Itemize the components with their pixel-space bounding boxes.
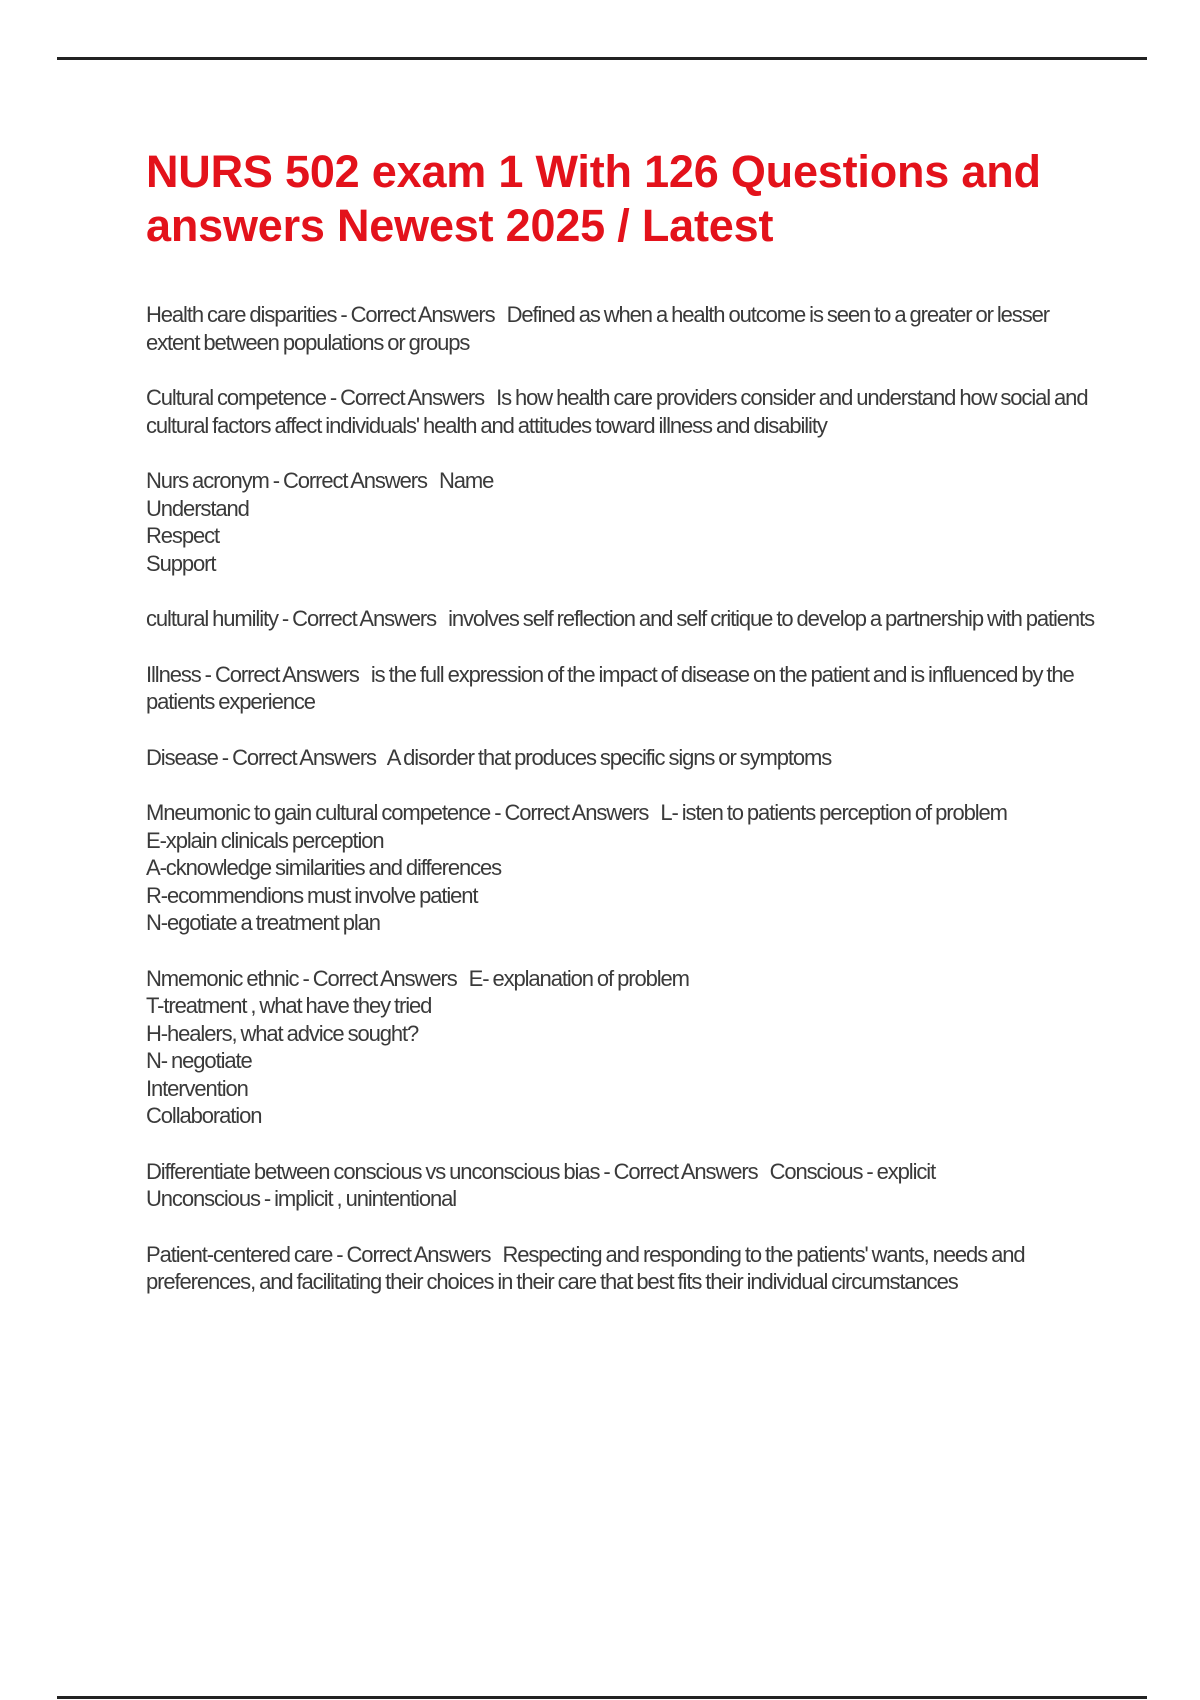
answer-text: Name — [438, 468, 494, 493]
separator: - — [277, 606, 293, 631]
answer-line: R-ecommendions must involve patient — [146, 882, 478, 908]
question-text: Nurs acronym — [146, 468, 269, 493]
separator — [457, 966, 469, 991]
qa-list — [146, 301, 1106, 1296]
answer-line: Respect — [146, 523, 220, 548]
top-rule — [57, 57, 1147, 60]
answer-text: Conscious - explicit — [769, 1158, 936, 1184]
answer-text: L- isten to patients perception of problem — [660, 800, 1007, 825]
qa-first-line — [146, 384, 1106, 439]
answer-line: E-xplain clinicals perception — [146, 827, 384, 853]
answer-line: H-healers, what advice sought? — [146, 1020, 419, 1046]
qa-first-line — [146, 605, 1106, 633]
separator: - — [599, 1158, 614, 1184]
question-text: Nmemonic ethnic — [146, 965, 299, 991]
answer-label: Correct Answers — [214, 661, 359, 687]
answer-text: Defined as when a health outcome is seen to a greater or lesser extent between populations or groups — [146, 302, 1049, 355]
answer-line: Support — [146, 550, 216, 576]
qa-first-line — [146, 965, 1106, 993]
qa-first-line — [146, 744, 1106, 772]
answer-text: A disorder that produces specific signs or symptoms — [386, 744, 832, 770]
question-text: Health care disparities — [146, 302, 337, 327]
answer-label: Correct Answers — [292, 606, 437, 631]
separator — [484, 385, 496, 410]
qa-first-line — [146, 661, 1106, 716]
answer-label: Correct Answers — [346, 1241, 491, 1267]
separator — [758, 1159, 770, 1184]
qa-first-line — [146, 301, 1106, 356]
separator — [436, 606, 448, 631]
answer-label: Correct Answers — [232, 744, 376, 770]
answer-label: Correct Answers — [504, 800, 649, 825]
separator: - — [325, 385, 341, 410]
qa-first-line — [146, 799, 1106, 827]
answer-line: N- negotiate — [146, 1048, 252, 1073]
qa-item — [146, 467, 1106, 577]
question-text: Mneumonic to gain cultural competence — [146, 800, 491, 825]
qa-item — [146, 605, 1106, 633]
question-text: Cultural competence — [146, 385, 326, 410]
question-text: cultural humility — [146, 606, 278, 631]
answer-label: Correct Answers — [312, 965, 457, 991]
separator: - — [490, 800, 505, 825]
answer-line: Understand — [146, 495, 249, 521]
qa-item — [146, 1241, 1106, 1296]
qa-item — [146, 799, 1106, 937]
question-text: Patient-centered care — [146, 1241, 333, 1267]
separator: - — [200, 661, 215, 687]
qa-first-line — [146, 1241, 1106, 1296]
separator — [495, 302, 507, 327]
document-page — [146, 145, 1106, 1324]
separator — [648, 800, 660, 825]
separator — [427, 468, 439, 493]
separator: - — [336, 302, 351, 327]
qa-item — [146, 1158, 1106, 1213]
separator — [490, 1242, 502, 1267]
answer-line: Intervention — [146, 1075, 248, 1101]
question-text: Differentiate between conscious vs unconscious bias — [146, 1158, 600, 1184]
answer-text: is the full expression of the impact of disease on the patient and is influenced by the patients experience — [146, 661, 1074, 714]
answer-label: Correct Answers — [613, 1158, 758, 1184]
qa-item — [146, 744, 1106, 772]
qa-first-line — [146, 467, 1106, 495]
separator — [359, 662, 371, 687]
answer-line: A-cknowledge similarities and differences — [146, 855, 502, 880]
answer-line: N-egotiate a treatment plan — [146, 910, 380, 935]
answer-text: E- explanation of problem — [468, 965, 689, 991]
answer-text: Respecting and responding to the patients' wants, needs and preferences, and facilitating their choices in their care that best fits their individual circumstances — [146, 1241, 1025, 1294]
separator: - — [332, 1241, 347, 1267]
question-text: Disease — [146, 744, 218, 770]
answer-text: involves self reflection and self critique to develop a partnership with patients — [448, 606, 1094, 631]
qa-item — [146, 661, 1106, 716]
bottom-rule — [57, 1696, 1147, 1699]
answer-label: Correct Answers — [340, 385, 485, 410]
question-text: Illness — [146, 661, 201, 687]
qa-item — [146, 384, 1106, 439]
answer-line: Collaboration — [146, 1103, 262, 1128]
separator: - — [217, 744, 233, 770]
answer-label: Correct Answers — [283, 468, 427, 493]
answer-line: Unconscious - implicit , unintentional — [146, 1186, 457, 1211]
separator: - — [298, 965, 313, 991]
separator — [376, 745, 387, 770]
qa-first-line — [146, 1158, 1106, 1186]
qa-item — [146, 301, 1106, 356]
answer-line: T-treatment , what have they tried — [146, 993, 432, 1018]
separator: - — [268, 468, 283, 493]
document-title: NURS 502 exam 1 With 126 Questions and answers Newest 2025 / Latest — [146, 146, 1041, 251]
answer-text: Is how health care providers consider and understand how social and cultural factors affect individuals' health and attitudes toward illness and disability — [146, 385, 1088, 438]
answer-label: Correct Answers — [350, 302, 495, 327]
qa-item — [146, 965, 1106, 1130]
